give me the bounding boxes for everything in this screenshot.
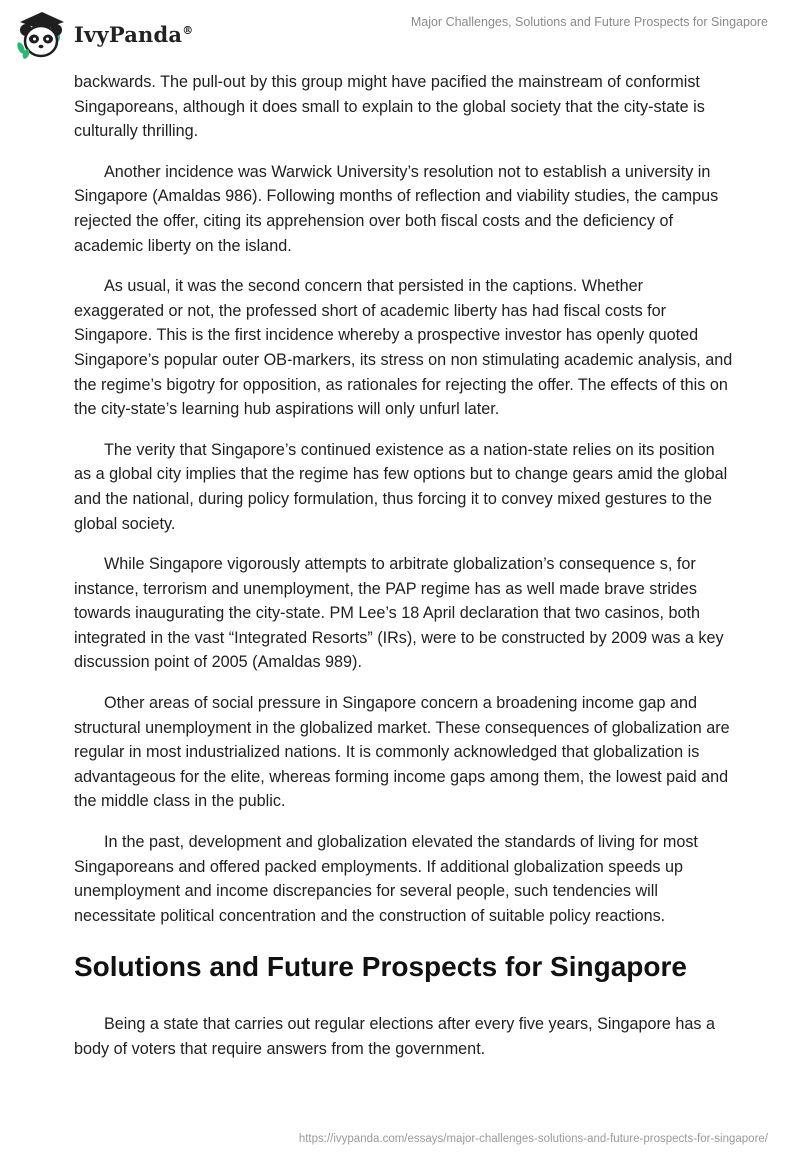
brand-name: IvyPanda® [74,21,194,47]
ivypanda-logo[interactable] [12,8,193,60]
essay-body [74,70,734,1078]
panda-graduate-icon [12,8,68,60]
paragraph: Another incidence was Warwick University’s resolution not to establish a university in Singapore (Amaldas 986). Following months of reflection and viability studies, the campus rejected the offer, citing its apprehension over both fiscal costs and the deficiency of academic liberty on the island. [74,162,719,255]
paragraph: The verity that Singapore’s continued existence as a nation-state relies on its position as a global city implies that the regime has few options but to change gears amid the global and the national, during policy formulation, thus forcing it to convey mixed gestures to the global society. [74,440,728,533]
paragraph: backwards. The pull-out by this group might have pacified the mainstream of conformist Singaporeans, although it does small to explain to the global society that the city-state is culturally thrilling. [74,73,705,141]
paragraph: Being a state that carries out regular elections after every five years, Singapore has a body of voters that require answers from the government. [74,1015,715,1058]
page-header [0,0,800,70]
paragraph: In the past, development and globalization elevated the standards of living for most Singaporeans and offered packed employments. If additional globalization speeds up unemployment and income discrepancies for several people, such tendencies will necessitate political concentration and the construction of suitable policy reactions. [74,833,698,925]
paragraph: While Singapore vigorously attempts to arbitrate globalization’s consequence s, for instance, terrorism and unemployment, the PAP regime has as well made brave strides towards inaugurating the city-state. PM Lee’s 18 April declaration that two casinos, both integrated in the vast “Integrated Resorts” (IRs), were to be constructed by 2009 was a key discussion point of 2005 (Amaldas 989). [74,555,724,672]
source-url[interactable]: https://ivypanda.com/essays/major-challenges-solutions-and-future-prospects-for-singapore/ [298,1133,768,1145]
paragraph: As usual, it was the second concern that persisted in the captions. Whether exaggerated or not, the professed short of academic liberty has had fiscal costs for Singapore. This is the first incidence whereby a prospective investor has openly quoted Singapore’s popular outer OB-markers, its stress on non stimulating academic analysis, and the regime’s bigotry for opposition, as rationales for rejecting the offer. The effects of this on the city-state’s learning hub aspirations will only unfurl later. [74,277,733,419]
section-heading: Solutions and Future Prospects for Singapore [74,951,687,983]
paragraph: Other areas of social pressure in Singapore concern a broadening income gap and structural unemployment in the globalized market. These consequences of globalization are regular in most industrialized nations. It is commonly acknowledged that globalization is advantageous for the elite, whereas forming income gaps among them, the lowest paid and the middle class in the public. [74,694,730,811]
document-title: Major Challenges, Solutions and Future Prospects for Singapore [410,15,768,29]
